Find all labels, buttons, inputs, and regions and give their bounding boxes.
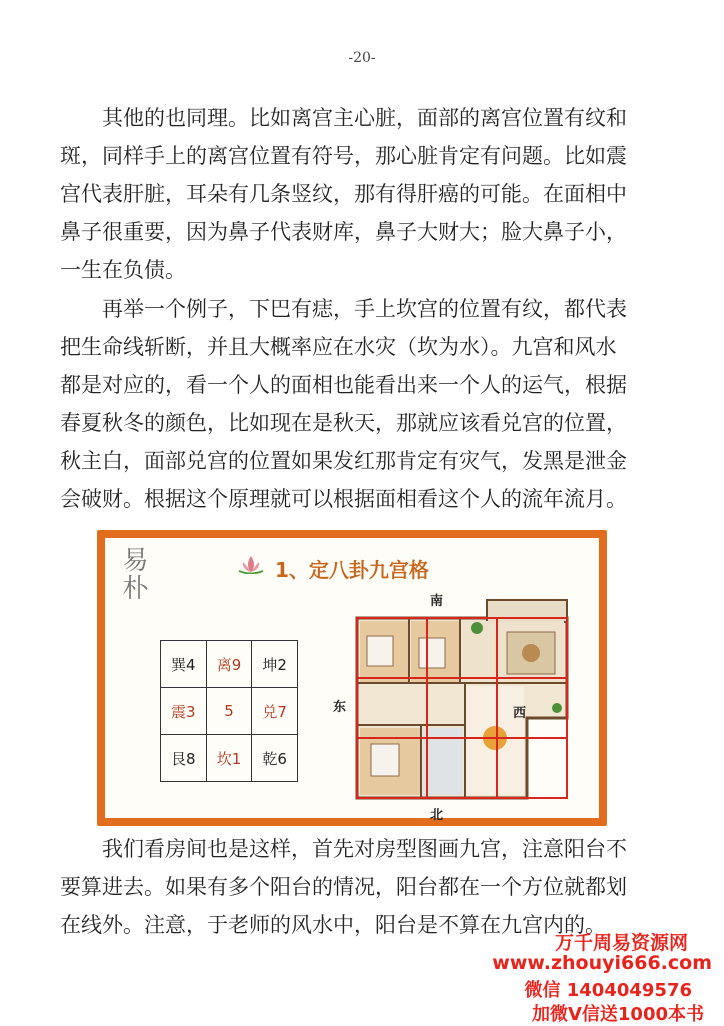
grid-cell: 坎1 [206,735,252,782]
text-line: 春夏秋冬的颜色，比如现在是秋天，那就应该看兑宫的位置， [60,411,627,435]
bagua-figure [97,530,607,826]
figure-panel [105,538,599,823]
text-line: 都是对应的，看一个人的面相也能看出来一个人的运气，根据 [60,373,627,397]
text-line: 鼻子很重要，因为鼻子代表财库，鼻子大财大；脸大鼻子小， [60,220,627,244]
watermark-wechat: 微信 1404049576 [524,980,692,1001]
text-line: 一生在负债。 [60,258,186,282]
grid-cell: 震3 [161,688,207,735]
watermark-site-name: 万千周易资源网 [554,932,688,954]
bagua-grid [160,640,298,782]
grid-cell: 兑7 [252,688,298,735]
grid-cell: 巽4 [161,641,207,688]
text-line: 我们看房间也是这样，首先对房型图画九宫，注意阳台不 [102,837,627,861]
lotus-icon [237,554,265,574]
text-line: 再举一个例子，下巴有痣，手上坎宫的位置有纹，都代表 [102,297,627,321]
grid-cell: 艮8 [161,735,207,782]
grid-cell: 坤2 [252,641,298,688]
text-line: 要算进去。如果有多个阳台的情况，阳台都在一个方位就都划 [60,875,627,899]
grid-cell: 离9 [206,641,252,688]
text-line: 斑，同样手上的离宫位置有符号，那心脏肯定有问题。比如震 [60,144,627,168]
text-line: 秋主白，面部兑宫的位置如果发红那肯定有灾气，发黑是泄金 [60,449,627,473]
text-line: 宫代表肝脏，耳朵有几条竖纹，那有得肝癌的可能。在面相中 [60,182,627,206]
figure-title: 1、定八卦九宫格 [275,558,429,582]
grid-cell: 乾6 [252,735,298,782]
figure-logo: 易朴 [118,546,148,602]
page-number: -20- [348,50,376,66]
text-line: 其他的也同理。比如离宫主心脏，面部的离宫位置有纹和 [102,106,627,130]
direction-north-label: 北 [430,808,444,823]
floor-plan [327,588,597,808]
direction-east-label: 东 [333,700,347,715]
paragraph-3 [60,830,670,944]
paragraph-1 [60,99,670,289]
text-line: 在线外。注意，于老师的风水中，阳台是不算在九宫内的。 [60,913,606,937]
watermark-promo: 加微V信送1000本书 [531,1004,704,1025]
direction-south-label: 南 [430,594,444,609]
text-line: 把生命线斩断，并且大概率应在水灾（坎为水）。九宫和风水 [60,335,617,359]
grid-cell: 5 [206,688,252,735]
direction-west-label: 西 [513,706,527,721]
text-line: 会破财。根据这个原理就可以根据面相看这个人的流年流月。 [60,487,627,511]
paragraph-2 [60,290,670,518]
watermark-url: www.zhouyi666.com [492,952,712,974]
